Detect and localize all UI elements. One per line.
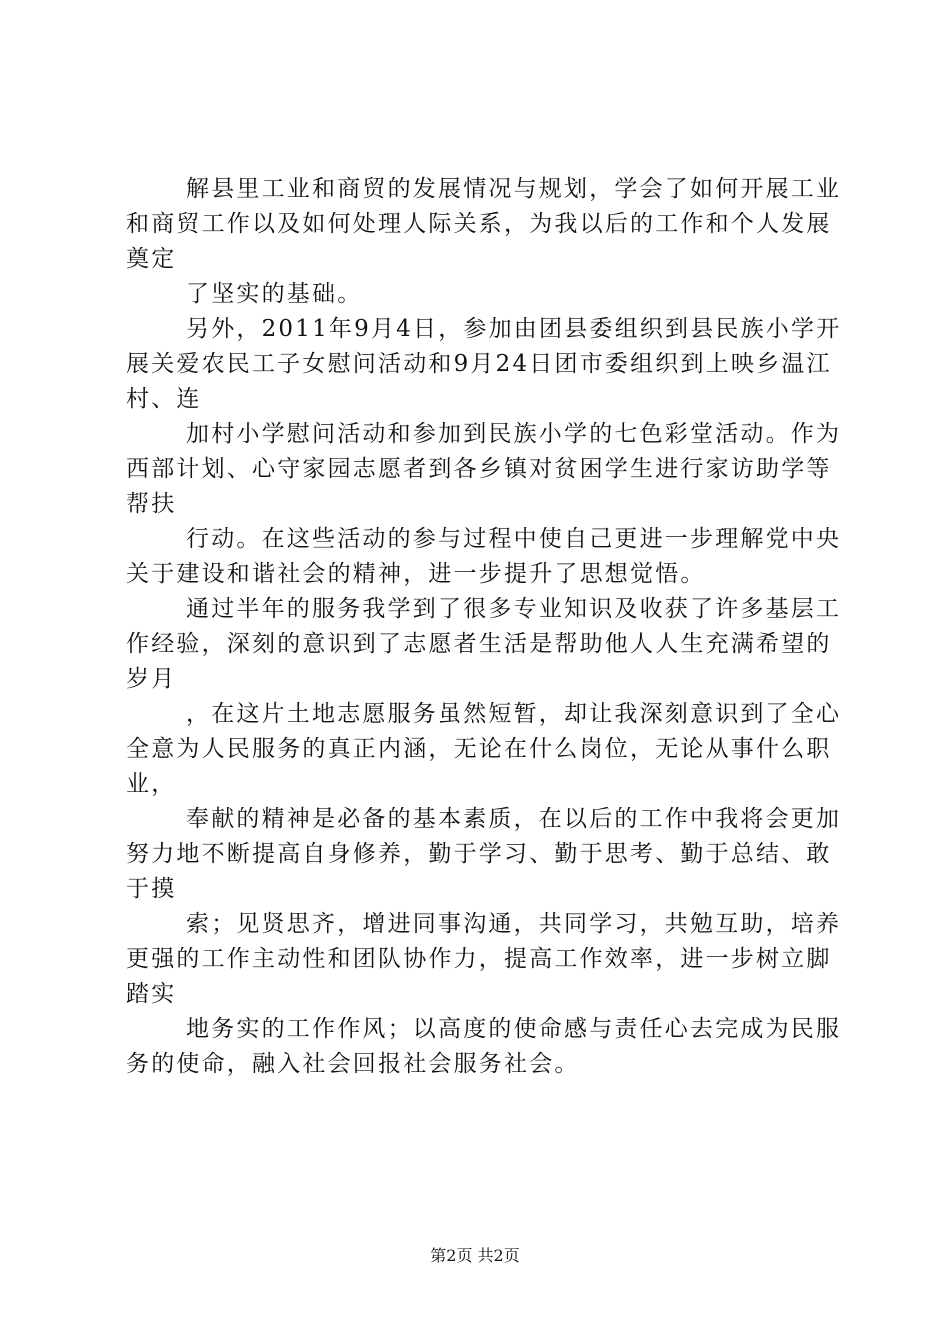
paragraph-4: 加村小学慰问活动和参加到民族小学的七色彩堂活动。作为西部计划、心守家园志愿者到各乡镇对贫困学生进行家访助学等帮扶 bbox=[126, 421, 842, 517]
page-footer: 第2页 共2页 bbox=[430, 1246, 520, 1265]
paragraph-6: 通过半年的服务我学到了很多专业知识及收获了许多基层工作经验，深刻的意识到了志愿者生活是帮助他人人生充满希望的岁月 bbox=[126, 596, 842, 692]
paragraph-2: 了坚实的基础。 bbox=[186, 281, 363, 307]
paragraph-3: 另外，2011年9月4日，参加由团县委组织到县民族小学开展关爱农民工子女慰问活动和9月24日团市委组织到上映乡温江村、连 bbox=[126, 316, 842, 412]
document-body bbox=[126, 172, 846, 1082]
paragraph-1: 解县里工业和商贸的发展情况与规划，学会了如何开展工业和商贸工作以及如何处理人际关系，为我以后的工作和个人发展奠定 bbox=[126, 176, 842, 272]
paragraph-9: 索；见贤思齐，增进同事沟通，共同学习，共勉互助，培养更强的工作主动性和团队协作力，提高工作效率，进一步树立脚踏实 bbox=[126, 911, 842, 1007]
paragraph-10: 地务实的工作作风；以高度的使命感与责任心去完成为民服务的使命，融入社会回报社会服务社会。 bbox=[126, 1016, 842, 1077]
paragraph-8: 奉献的精神是必备的基本素质，在以后的工作中我将会更加努力地不断提高自身修养，勤于学习、勤于思考、勤于总结、敢于摸 bbox=[126, 806, 842, 902]
paragraph-5: 行动。在这些活动的参与过程中使自己更进一步理解党中央关于建设和谐社会的精神，进一步提升了思想觉悟。 bbox=[126, 526, 842, 587]
paragraph-7: ，在这片土地志愿服务虽然短暂，却让我深刻意识到了全心全意为人民服务的真正内涵，无论在什么岗位，无论从事什么职业， bbox=[126, 701, 842, 797]
